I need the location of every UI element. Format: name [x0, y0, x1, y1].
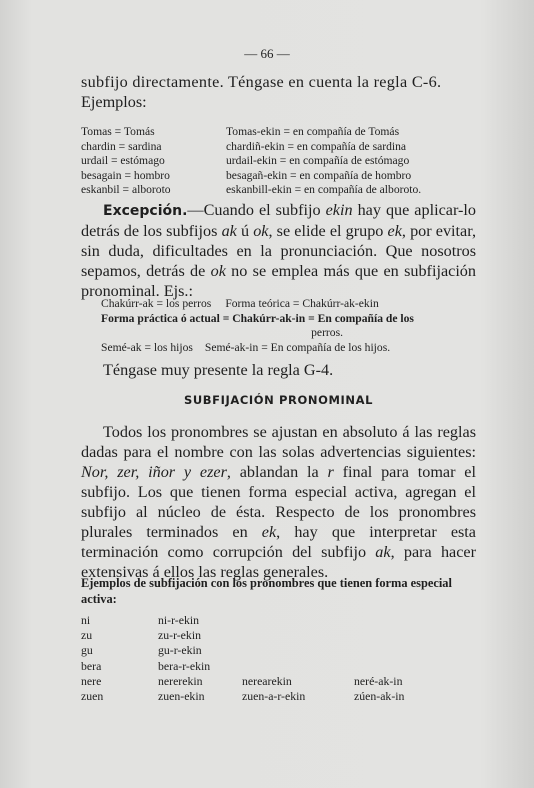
text-run: final para tomar el subfijo. Los que tienen forma especial activa, agregan el subfijo al núcleo de ésta. Respecto de los pronombres plurales terminados en	[81, 463, 476, 541]
example-row	[101, 312, 493, 327]
todos-text	[81, 422, 476, 582]
intro-line-1: subfijo directamente. Téngase en cuenta la regla C-6.	[81, 73, 442, 91]
example-item: Chakúrr-ak = los perros	[101, 297, 212, 310]
table-cell: bera	[81, 658, 102, 673]
italic-term: ekin	[325, 201, 353, 219]
table-cell	[242, 628, 354, 643]
pronoun-table	[81, 613, 476, 704]
excepcion-lead: Excepción.	[103, 203, 188, 219]
table-cell: nererekin	[158, 673, 203, 688]
table-cell: ni-r-ekin	[158, 613, 200, 627]
table-cell	[354, 643, 474, 658]
table-cell: nere	[81, 673, 102, 688]
table-cell: gu-r-ekin	[158, 643, 202, 658]
example-row	[81, 125, 476, 140]
text-run: , hay que interpretar esta terminación como corrupción del subfijo	[81, 523, 476, 561]
ejemplos-title	[81, 576, 476, 607]
table-cell: zuen	[81, 689, 104, 704]
excepcion-text	[81, 200, 476, 301]
example-translation: urdail-ekin = en compañía de estómago	[226, 154, 410, 168]
table-cell: zuen-a-r-ekin	[242, 689, 306, 704]
text-run: , para hacer extensivas á ellos las reglas generales.	[81, 543, 476, 581]
example-row	[81, 154, 476, 169]
text-run: , se elide el grupo	[268, 222, 388, 240]
table-cell: zúen-ak-in	[354, 689, 405, 704]
italic-term: ok	[210, 262, 226, 280]
excepcion-paragraph	[81, 200, 476, 301]
example-word: chardin = sardina	[81, 139, 162, 153]
text-run: Todos los pronombres se ajustan en absoluto á las reglas dadas para el nombre con las solas advertencias siguientes:	[81, 423, 476, 461]
table-cell: ni	[81, 613, 91, 627]
example-row	[81, 169, 476, 184]
example-translation: Tomas-ekin = en compañía de Tomás	[226, 125, 400, 138]
examples-list-1	[81, 125, 476, 198]
table-cell: nerearekin	[242, 673, 292, 688]
text-run: , ablandan la	[226, 463, 328, 481]
italic-term: r	[327, 463, 334, 481]
page-number: — 66 —	[244, 46, 290, 61]
table-cell	[354, 659, 474, 674]
table-cell: zuen-ekin	[158, 689, 205, 704]
table-cell: bera-r-ekin	[158, 658, 211, 673]
text-run: no se emplea más que en subfijación pronominal. Ejs.:	[81, 262, 476, 300]
example-translation: chardiñ-ekin = en compañía de sardina	[226, 139, 407, 153]
example-item: Forma teórica = Chakúrr-ak-ekin	[225, 297, 379, 310]
example-row	[101, 341, 493, 356]
table-cell: zu-r-ekin	[158, 628, 201, 643]
tengase-text: Téngase muy presente la regla G-4.	[103, 361, 334, 379]
intro-line-2: Ejemplos:	[81, 93, 147, 111]
italic-term: ok	[253, 222, 269, 240]
example-word: besagain = hombro	[81, 168, 170, 182]
example-item: Semé-ak = los hijos	[101, 340, 193, 354]
todos-paragraph	[81, 422, 476, 582]
table-cell: zu	[81, 628, 93, 643]
table-cell	[354, 628, 474, 643]
example-word: eskanbil = alboroto	[81, 183, 171, 197]
text-run: hay que aplicar-lo detrás de los subfijos	[81, 201, 476, 240]
section-title: SUBFIJACIÓN PRONOMINAL	[183, 393, 374, 407]
italic-term: ek	[261, 523, 277, 541]
italic-term: ek	[387, 222, 402, 240]
table-cell	[242, 613, 354, 628]
table-cell: neré-ak-in	[354, 673, 403, 688]
italic-term: ak	[375, 543, 391, 561]
example-word: urdail = estómago	[81, 154, 165, 168]
intro-paragraph	[81, 72, 476, 112]
italic-term: ak	[221, 222, 237, 240]
ejemplos-title-text: Ejemplos de subfijación con los pronombres que tienen forma especial activa:	[81, 576, 452, 606]
text-run: , por evitar, sin duda, dificultades en la pronunciación. Que nosotros sepamos, detrás de	[81, 222, 477, 280]
text-run: ú	[236, 222, 254, 240]
example-word: Tomas = Tomás	[81, 125, 155, 138]
example-row	[101, 326, 493, 341]
table-cell	[242, 643, 354, 658]
example-item: Semé-ak-in = En compañía de los hijos.	[204, 340, 391, 354]
example-row	[101, 297, 493, 312]
text-run: —Cuando el subfijo	[187, 201, 326, 219]
example-translation: besagañ-ekin = en compañía de hombro	[226, 168, 412, 182]
example-row	[81, 183, 476, 198]
tengase-line	[103, 360, 498, 380]
example-item: perros.	[311, 326, 343, 340]
example-item: Forma práctica ó actual = Chakúrr-ak-in = En compañía de los	[101, 311, 414, 325]
table-cell	[242, 659, 354, 674]
table-cell: gu	[81, 643, 93, 658]
example-translation: eskanbill-ekin = en compañía de alboroto.	[226, 183, 422, 197]
table-cell	[354, 613, 474, 628]
italic-term: Nor, zer, iñor y ezer	[81, 463, 227, 481]
example-row	[81, 140, 476, 155]
examples-list-2	[101, 297, 493, 355]
